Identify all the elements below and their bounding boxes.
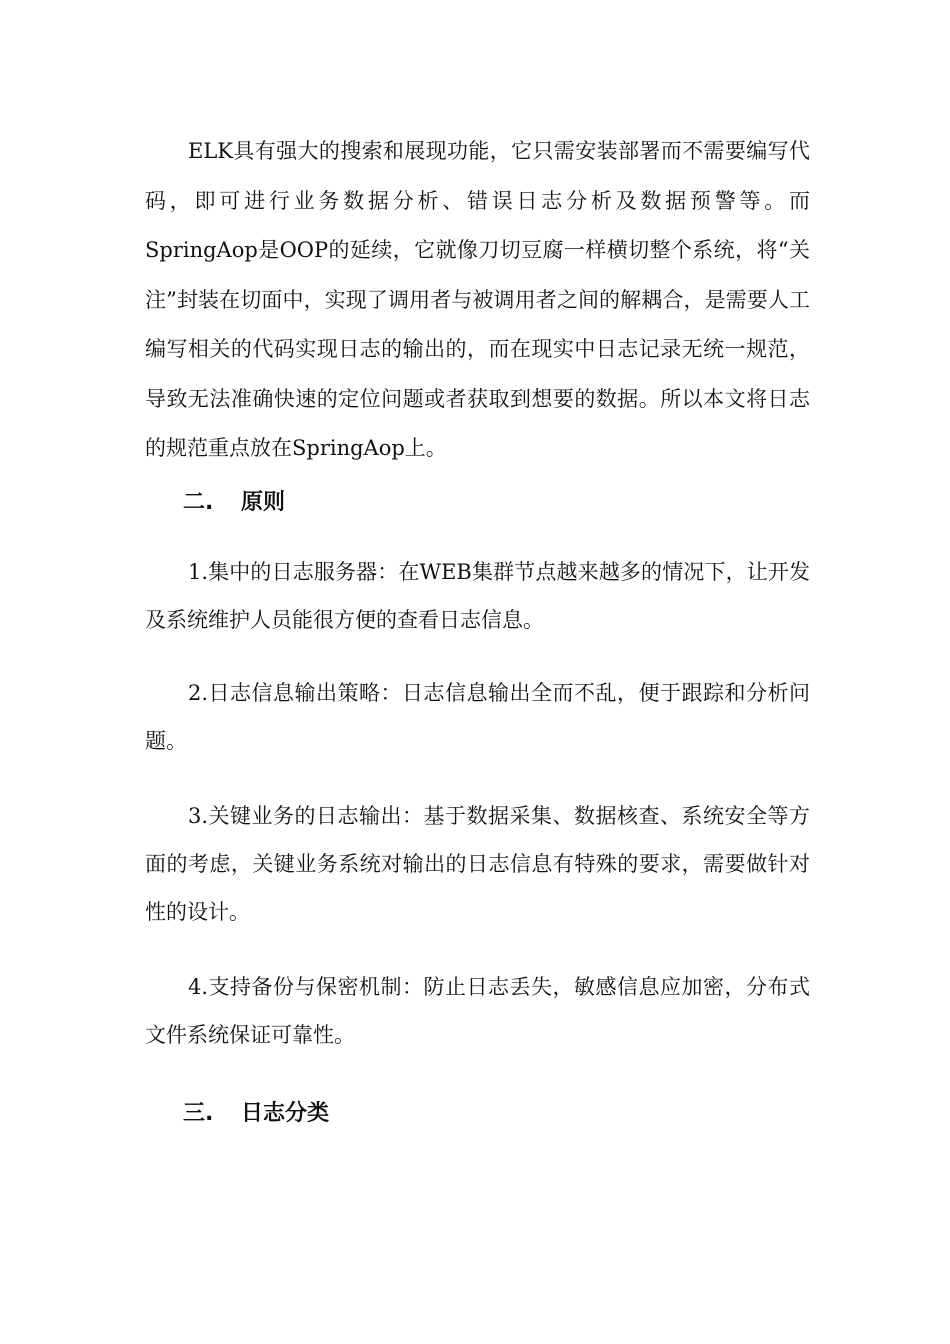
section-title: 原则	[241, 490, 286, 515]
principle-item-3: 3.关键业务的日志输出：基于数据采集、数据核查、系统安全等方面的考虑，关键业务系统对输出的日志信息有特殊的要求，需要做针对性的设计。	[145, 804, 810, 924]
section-number: 二.	[183, 490, 214, 515]
principle-item-1: 1.集中的日志服务器：在WEB集群节点越来越多的情况下，让开发及系统维护人员能很方便的查看日志信息。	[145, 560, 810, 632]
principle-item-4: 4.支持备份与保密机制：防止日志丢失，敏感信息应加密，分布式文件系统保证可靠性。	[145, 975, 810, 1047]
principle-item-2: 2.日志信息输出策略：日志信息输出全而不乱，便于跟踪和分析问题。	[145, 681, 810, 753]
section-title: 日志分类	[241, 1101, 330, 1126]
intro-paragraph: ELK具有强大的搜索和展现功能，它只需安装部署而不需要编写代码，即可进行业务数据分析、错误日志分析及数据预警等。而SpringAop是OOP的延续，它就像刀切豆腐一样横切整个系统，将“关注”封装在切面中，实现了调用者与被调用者之间的解耦合，是需要人工编写相关的代码实现日志的输出的，而在现实中日志记录无统一规范，导致无法准确快速的定位问题或者获取到想要的数据。所以本文将日志的规范重点放在SpringAop上。	[145, 139, 810, 460]
section-number: 三.	[183, 1101, 214, 1126]
section-heading-principles	[183, 485, 285, 516]
section-heading-log-categories	[183, 1096, 329, 1127]
